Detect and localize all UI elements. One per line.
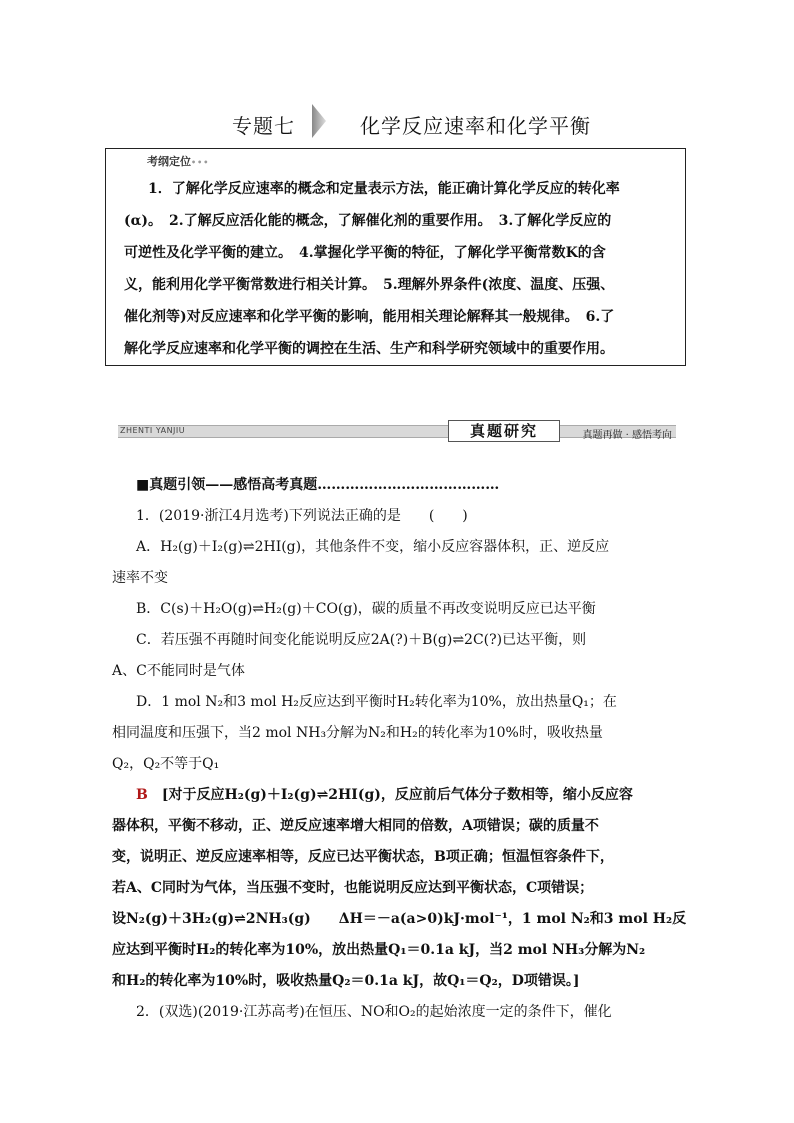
option-c: C．若压强不再随时间变化能说明反应2A(?)＋B(g)⇌2C(?)已达平衡，则 bbox=[136, 632, 587, 648]
chapter-title bbox=[0, 104, 794, 138]
explanation-line: 若A、C同时为气体，当压强不变时，也能说明反应达到平衡状态，C项错误； bbox=[112, 880, 594, 896]
syllabus-label: 考纲定位••• bbox=[147, 155, 210, 168]
syllabus-text bbox=[124, 173, 680, 365]
syllabus-line: 解化学反应速率和化学平衡的调控在生活、生产和科学研究领域中的重要作用。 bbox=[124, 341, 614, 357]
banner-subtitle: 真题再做 · 感悟考向 bbox=[582, 430, 672, 441]
option-a: A．H₂(g)＋I₂(g)⇌2HI(g)，其他条件不变，缩小反应容器体积，正、逆反应 bbox=[136, 539, 610, 555]
banner-pinyin: ZHENTI YANJIU bbox=[120, 426, 186, 435]
question-content bbox=[112, 470, 687, 1028]
syllabus-line: 义，能利用化学平衡常数进行相关计算。 5.理解外界条件(浓度、温度、压强、 bbox=[124, 277, 615, 293]
explanation-line: 器体积，平衡不移动，正、逆反应速率增大相同的倍数，A项错误；碳的质量不 bbox=[112, 818, 599, 834]
section-banner bbox=[118, 420, 676, 442]
option-d-cont: Q₂，Q₂不等于Q₁ bbox=[112, 756, 220, 772]
option-d-cont: 相同温度和压强下，当2 mol NH₃分解为N₂和H₂的转化率为10%时，吸收热量 bbox=[112, 725, 603, 741]
explanation-line: 和H₂的转化率为10%时，吸收热量Q₂＝0.1a kJ，故Q₁＝Q₂，D项错误。] bbox=[112, 973, 580, 989]
answer-letter: B bbox=[136, 787, 148, 803]
chapter-topic: 化学反应速率和化学平衡 bbox=[360, 114, 591, 138]
question-1-stem: 1．(2019·浙江4月选考)下列说法正确的是 ( ) bbox=[136, 508, 468, 524]
explanation-line: 应达到平衡时H₂的转化率为10%，放出热量Q₁＝0.1a kJ，当2 mol NH₃分解为N₂ bbox=[112, 942, 646, 958]
question-2-stem: 2．(双选)(2019·江苏高考)在恒压、NO和O₂的起始浓度一定的条件下，催化 bbox=[136, 1004, 612, 1020]
explanation-line: B [对于反应H₂(g)＋I₂(g)⇌2HI(g)，反应前后气体分子数相等，缩小反应容 bbox=[136, 787, 633, 803]
banner-title: 真题研究 bbox=[448, 420, 560, 442]
option-b: B．C(s)＋H₂O(g)⇌H₂(g)＋CO(g)，碳的质量不再改变说明反应已达平衡 bbox=[136, 601, 596, 617]
syllabus-line: 可逆性及化学平衡的建立。 4.掌握化学平衡的特征，了解化学平衡常数K的含 bbox=[124, 245, 606, 261]
syllabus-box bbox=[105, 148, 686, 366]
chapter-number: 专题七 bbox=[232, 114, 295, 138]
option-d: D．1 mol N₂和3 mol H₂反应达到平衡时H₂转化率为10%，放出热量Q₁；在 bbox=[136, 694, 617, 710]
explanation-line: 变，说明正、逆反应速率相等，反应已达平衡状态，B项正确；恒温恒容条件下， bbox=[112, 849, 614, 865]
syllabus-line: 催化剂等)对反应速率和化学平衡的影响，能用相关理论解释其一般规律。 6.了 bbox=[124, 309, 615, 325]
explanation-line: 设N₂(g)＋3H₂(g)⇌2NH₃(g) ΔH＝－a(a>0)kJ·mol⁻¹，1 mol N₂和3 mol H₂反 bbox=[112, 911, 687, 927]
syllabus-line: 1．了解化学反应速率的概念和定量表示方法，能正确计算化学反应的转化率 bbox=[148, 181, 620, 197]
option-c-cont: A、C不能同时是气体 bbox=[112, 663, 245, 679]
option-a-cont: 速率不变 bbox=[112, 570, 168, 586]
syllabus-line: (α)。 2.了解反应活化能的概念，了解催化剂的重要作用。 3.了解化学反应的 bbox=[124, 213, 612, 229]
chevron-right-icon bbox=[312, 104, 328, 138]
section-heading: ■真题引领——感悟高考真题………………………………… bbox=[136, 477, 500, 493]
